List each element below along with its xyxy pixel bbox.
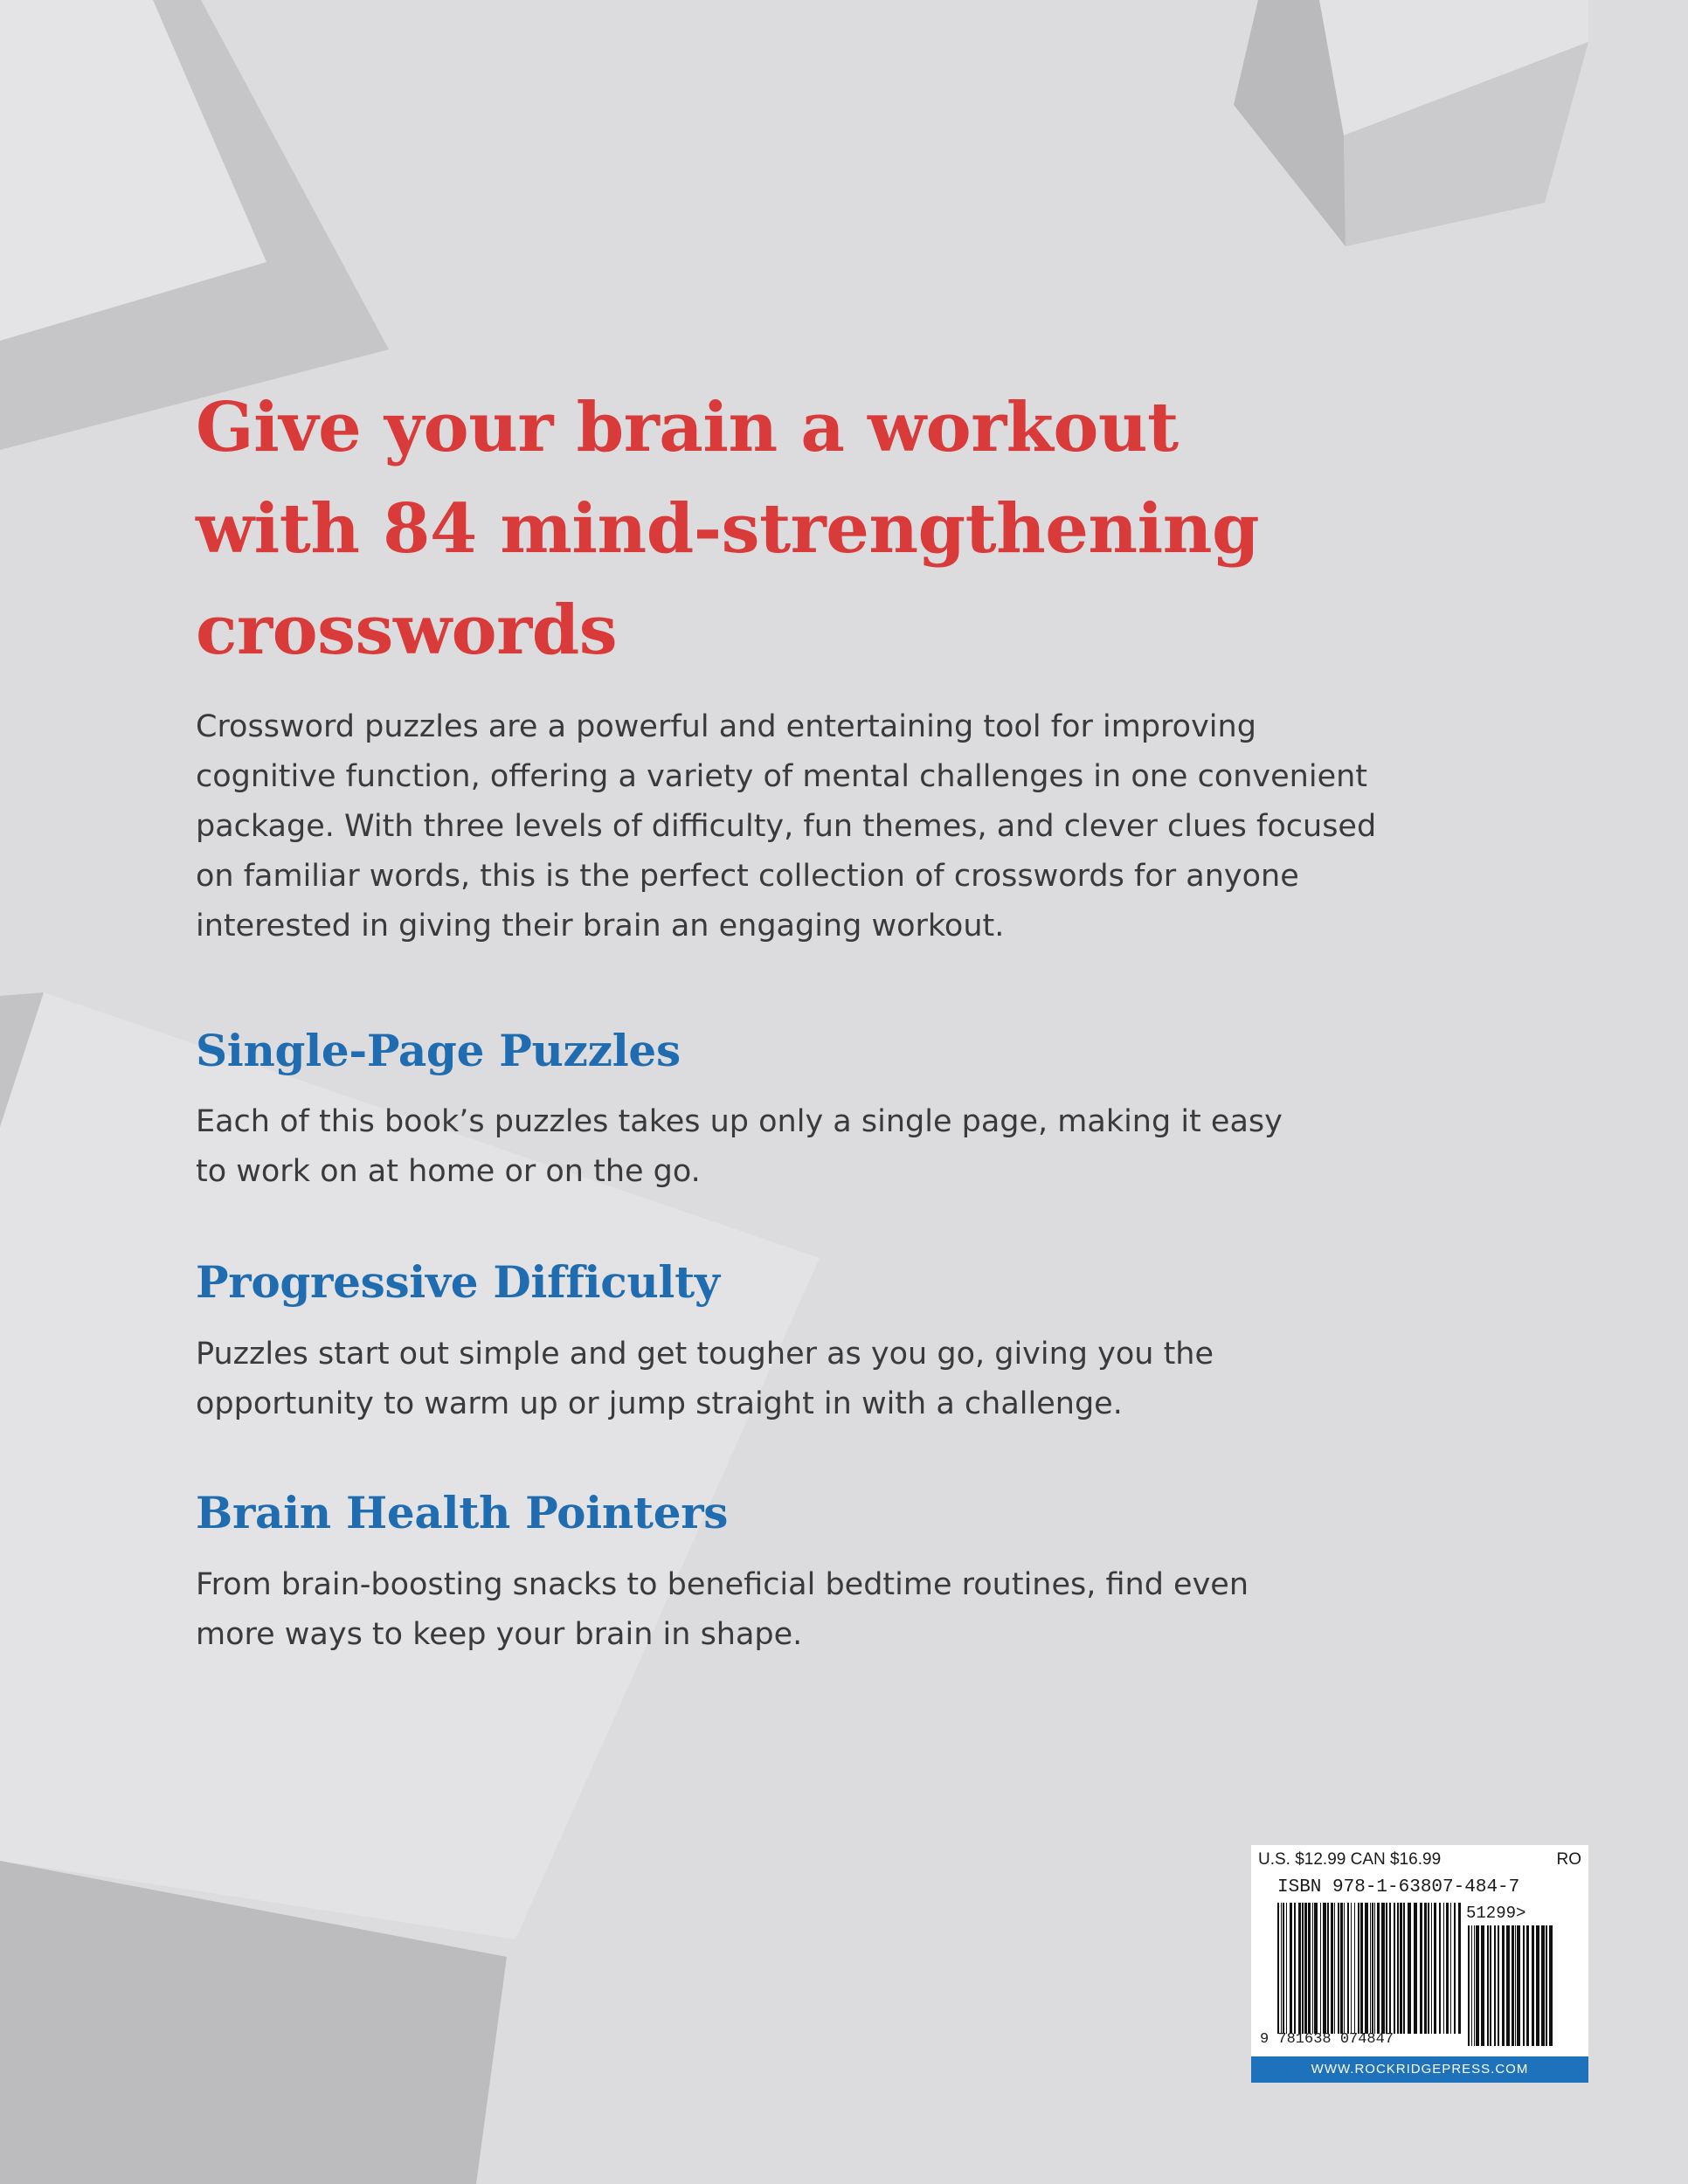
barcode-bar	[1474, 1925, 1475, 2046]
barcode-bar	[1377, 1903, 1380, 2034]
barcode-bar	[1468, 1925, 1470, 2046]
barcode-bar	[1408, 1903, 1411, 2034]
barcode-bar	[1549, 1925, 1553, 2046]
barcode-bar	[1536, 1925, 1539, 2046]
intro-line: cognitive function, offering a variety of mental challenges in one convenient	[196, 759, 1368, 794]
barcode-bar	[1502, 1925, 1505, 2046]
feature-title-brain-health: Brain Health Pointers	[196, 1487, 729, 1538]
isbn-text: ISBN 978-1-63807-484-7	[1277, 1877, 1520, 1897]
feature-text-progressive-difficulty	[196, 1330, 1454, 1429]
product-code: RO	[1556, 1850, 1581, 1869]
barcode-bar	[1283, 1903, 1284, 2034]
barcode-bar	[1365, 1903, 1368, 2034]
feature-text-brain-health	[196, 1560, 1454, 1660]
barcode-bar	[1476, 1925, 1479, 2046]
barcode-bar	[1471, 1925, 1472, 2046]
intro-line: interested in giving their brain an engaging workout.	[196, 909, 1005, 943]
barcode-bar	[1450, 1903, 1451, 2034]
barcode-bar	[1458, 1903, 1461, 2034]
barcode-bar	[1298, 1903, 1301, 2034]
barcode-bar	[1281, 1903, 1282, 2034]
barcode-bar	[1312, 1903, 1313, 2034]
barcode-bar	[1358, 1903, 1359, 2034]
barcode-bar	[1400, 1903, 1402, 2034]
barcode-bar	[1490, 1925, 1491, 2046]
barcode-bar	[1360, 1903, 1363, 2034]
barcode-bar	[1512, 1925, 1514, 2046]
barcode-bar	[1327, 1903, 1329, 2034]
barcode-bar	[1334, 1903, 1335, 2034]
barcode-bar	[1546, 1925, 1547, 2046]
price-barcode-bars	[1468, 1925, 1562, 2046]
barcode-bar	[1338, 1903, 1339, 2034]
barcode-bar	[1370, 1903, 1371, 2034]
barcode-bar	[1354, 1903, 1355, 2034]
headline-line: with 84 mind-strengthening	[196, 489, 1260, 569]
barcode-bar	[1320, 1903, 1321, 2034]
barcode-bar	[1302, 1903, 1304, 2034]
feature-line: to work on at home or on the go.	[196, 1154, 701, 1189]
barcode-bar	[1397, 1903, 1399, 2034]
barcode-digits: 9 781638 074847	[1260, 2031, 1394, 2048]
barcode-bar	[1506, 1925, 1510, 2046]
barcode-bar	[1374, 1903, 1375, 2034]
barcode-bar	[1424, 1903, 1427, 2034]
barcode-bar	[1340, 1903, 1343, 2034]
barcode-bar	[1420, 1903, 1422, 2034]
barcode-bar	[1314, 1903, 1318, 2034]
price-row	[1258, 1849, 1581, 1871]
barcode-bar	[1481, 1925, 1484, 2046]
feature-title-single-page: Single-Page Puzzles	[196, 1025, 681, 1076]
barcode-bar	[1372, 1903, 1373, 2034]
barcode-bar	[1517, 1925, 1520, 2046]
barcode-bar	[1331, 1903, 1333, 2034]
price-text: U.S. $12.99 CAN $16.99	[1258, 1850, 1442, 1869]
barcode-bar	[1487, 1925, 1489, 2046]
intro-line: Crossword puzzles are a powerful and entertaining tool for improving	[196, 709, 1256, 744]
barcode-bar	[1277, 1903, 1279, 2034]
intro-paragraph	[196, 702, 1471, 951]
barcode-bar	[1394, 1903, 1395, 2034]
headline	[196, 377, 1524, 681]
barcode-bar	[1526, 1925, 1529, 2046]
headline-line: crosswords	[196, 591, 618, 670]
intro-line: on familiar words, this is the perfect collection of crosswords for anyone	[196, 859, 1299, 894]
barcode-bar	[1403, 1903, 1405, 2034]
barcode-bar	[1515, 1925, 1516, 2046]
barcode-bar	[1494, 1925, 1496, 2046]
feature-line: opportunity to warm up or jump straight in with a challenge.	[196, 1386, 1123, 1421]
barcode-bars	[1277, 1903, 1487, 2039]
barcode-bar	[1446, 1903, 1449, 2034]
barcode-bar	[1381, 1903, 1385, 2034]
chevron-right-icon: >	[1516, 1904, 1526, 1923]
barcode-bar	[1523, 1925, 1525, 2046]
price-barcode-digits	[1466, 1903, 1525, 1924]
barcode-bar	[1443, 1903, 1444, 2034]
barcode-bar	[1304, 1903, 1307, 2034]
barcode-bar	[1386, 1903, 1387, 2034]
barcode-bar	[1344, 1903, 1345, 2034]
barcode-bar	[1414, 1903, 1417, 2034]
feature-text-single-page	[196, 1097, 1454, 1197]
feature-title-progressive-difficulty: Progressive Difficulty	[196, 1256, 720, 1308]
price-barcode-number: 51299	[1466, 1904, 1517, 1923]
barcode-bar	[1286, 1903, 1287, 2034]
barcode-bar	[1347, 1903, 1349, 2034]
barcode-bar	[1439, 1903, 1441, 2034]
barcode-bar	[1294, 1903, 1296, 2034]
barcode-bar	[1428, 1903, 1429, 2034]
barcode-bar	[1308, 1903, 1311, 2034]
barcode-bar	[1498, 1925, 1499, 2046]
intro-line: package. With three levels of difficulty, fun themes, and clever clues focused	[196, 809, 1377, 844]
barcode-bar	[1434, 1903, 1436, 2034]
barcode-bar	[1541, 1925, 1545, 2046]
headline-line: Give your brain a workout	[196, 388, 1179, 467]
barcode-panel	[1251, 1845, 1588, 2083]
barcode-bar	[1532, 1925, 1534, 2046]
feature-line: Each of this book’s puzzles takes up only a single page, making it easy	[196, 1104, 1283, 1139]
feature-line: more ways to keep your brain in shape.	[196, 1617, 803, 1652]
barcode-bar	[1351, 1903, 1352, 2034]
barcode-bar	[1323, 1903, 1326, 2034]
barcode-bar	[1431, 1903, 1432, 2034]
barcode-bar	[1389, 1903, 1391, 2034]
feature-line: Puzzles start out simple and get tougher as you go, giving you the	[196, 1337, 1214, 1372]
website-bar: WWW.ROCKRIDGEPRESS.COM	[1251, 2056, 1588, 2083]
barcode-bar	[1454, 1903, 1456, 2034]
barcode-bar	[1290, 1903, 1292, 2034]
feature-line: From brain-boosting snacks to beneficial bedtime routines, find even	[196, 1567, 1249, 1602]
